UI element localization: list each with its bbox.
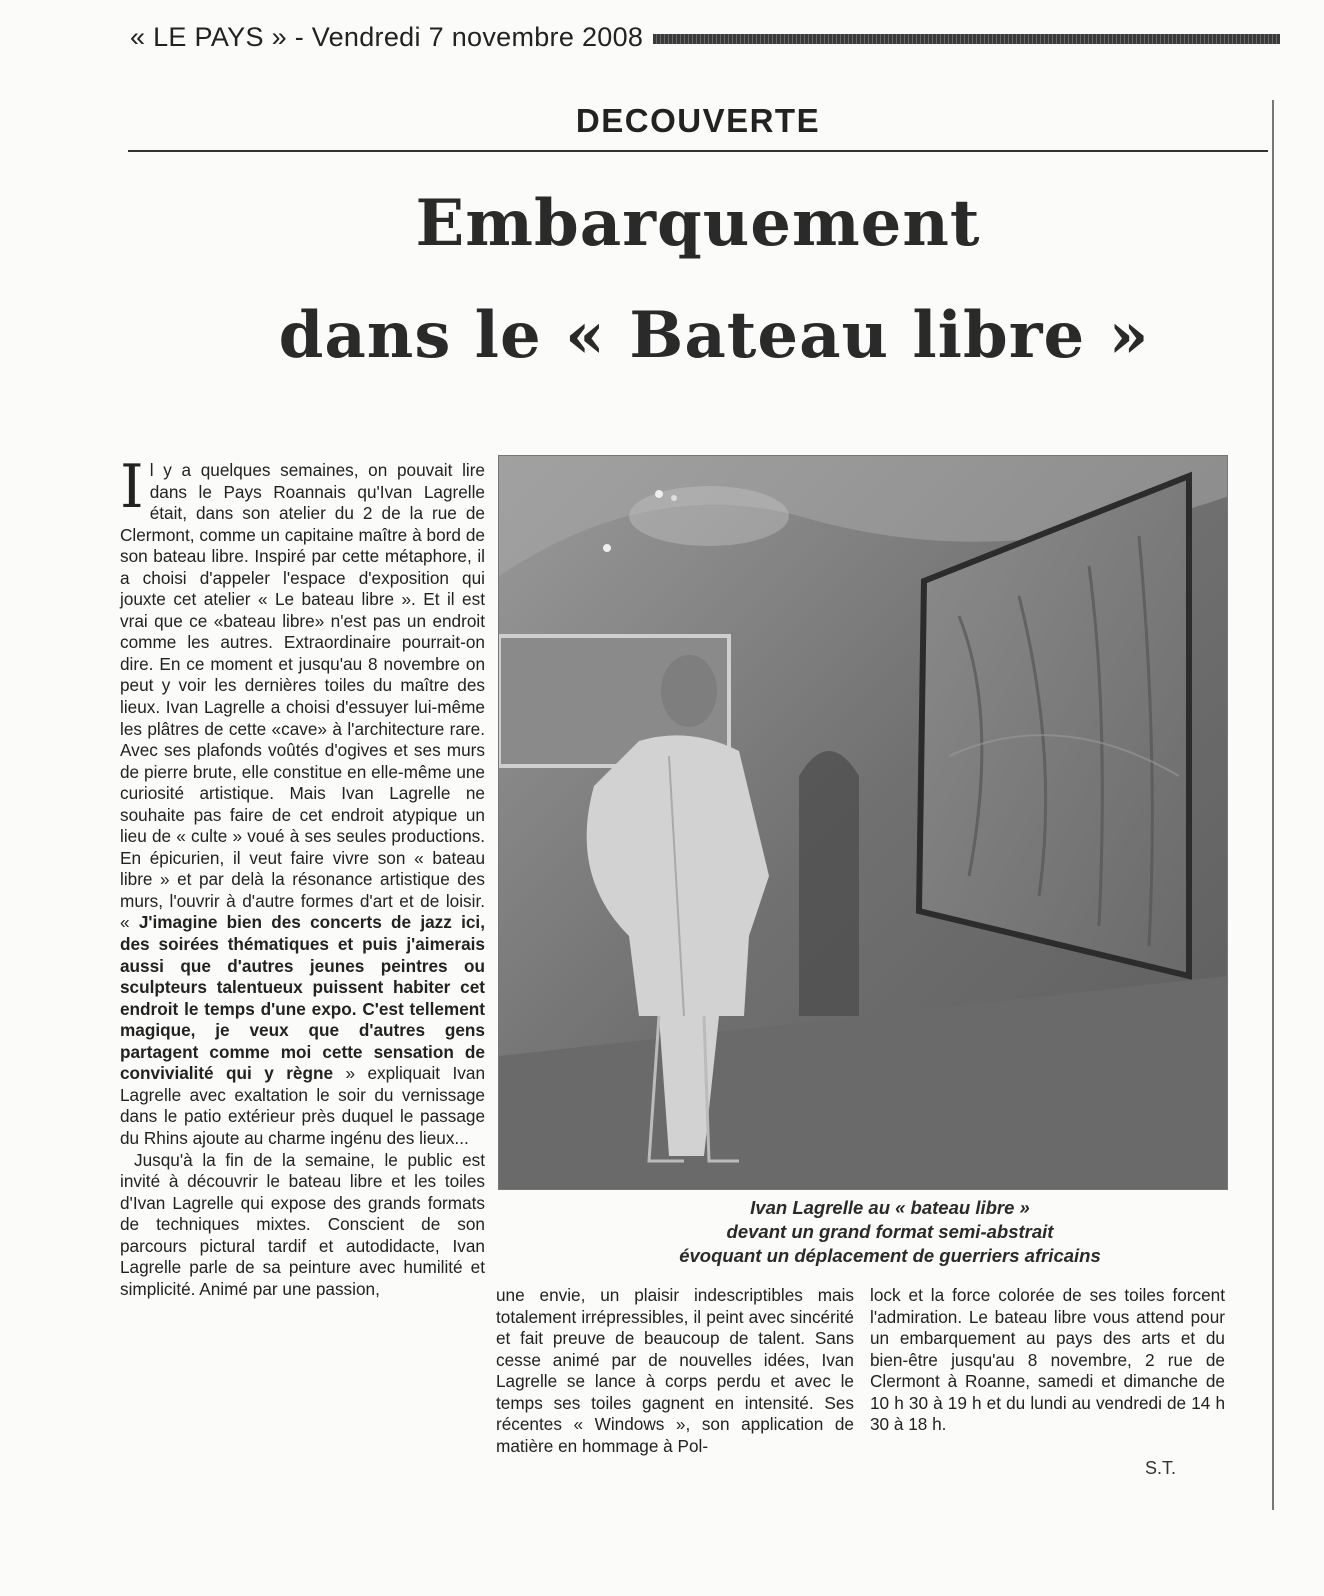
drop-cap: I bbox=[120, 452, 144, 522]
paragraph-1-end: » expliquait Ivan Lagrelle avec exaltation le soir du vernissage dans le patio extérieur près duquel le passage du Rhins ajoute au charme ingénu des lieux... bbox=[120, 1063, 485, 1148]
article-paragraph-2: Jusqu'à la fin de la semaine, le public est invité à découvrir le bateau libre et les toiles d'Ivan Lagrelle qui expose des grands formats de techniques mixtes. Conscient de son parcours pictural tardif et autodidacte, Ivan Lagrelle parle de sa peinture avec humilité et simplicité. Animé par une passion, bbox=[120, 1149, 485, 1299]
paragraph-1-text: l y a quelques semaines, on pouvait lire dans le Pays Roannais qu'Ivan Lagrelle était, dans son atelier du 2 de la rue de Clermont, comme un capitaine maître à bord de son bateau libre. Inspiré par cette métaphore, il a choisi d'appeler l'espace d'exposition qui jouxte cet atelier « Le bateau libre ». Et il est vrai que ce «bateau libre» n'est pas un endroit comme les autres. Extraordinaire pourrait-on dire. En ce moment et jusqu'au 8 novembre on peut y voir les dernières toiles du maître des lieux. Ivan Lagrelle a choisi d'essuyer lui-même les plâtres de cette «cave» à l'architecture rare. Avec ses plafonds voûtés d'ogives et ses murs de pierre brute, elle constitue en elle-même une curiosité artistique. Mais Ivan Lagrelle ne souhaite pas faire de cet endroit atypique un lieu de « culte » voué à ses seules productions. En épicurien, il veut faire vivre son « bateau libre » et par delà la résonance artistique des murs, l'ouvrir à d'autre formes d'art et de loisir. « bbox=[120, 460, 485, 933]
photo-illustration bbox=[499, 456, 1228, 1190]
article-column-3: lock et la force colorée de ses toiles forcent l'admiration. Le bateau libre vous attend pour un embarquement au pays des arts et du bien-être jusqu'au 8 novembre, 2 rue de Clermont à Roanne, samedi et dimanche de 10 h 30 à 19 h et du lundi au vendredi de 14 h 30 à 18 h. bbox=[870, 1285, 1225, 1434]
section-label: DECOUVERTE bbox=[575, 102, 821, 139]
newspaper-dateline: « LE PAYS » - Vendredi 7 novembre 2008 bbox=[130, 21, 644, 52]
artist-quote: J'imagine bien des concerts de jazz ici, des soirées thématiques et puis j'aimerais aussi que d'autres jeunes peintres ou sculpteurs talentueux puissent habiter cet endroit le temps d'une expo. C'est tellement magique, je veux que d'autres gens partagent comme moi cette sensation de convivialité qui y règne bbox=[120, 912, 485, 1084]
caption-line-3: évoquant un déplacement de guerriers africains bbox=[679, 1245, 1101, 1266]
column-rule bbox=[1272, 100, 1274, 1510]
article-column-2: une envie, un plaisir indescriptibles mais totalement irrépressibles, il peint avec sincérité et fait preuve de beaucoup de talent. Sans cesse animé par de nouvelles idées, Ivan Lagrelle se lance à corps perdu et avec le temps ses toiles gagnent en intensité. Ses récentes « Windows », son application de matière en hommage à Pol- bbox=[496, 1285, 854, 1456]
article-paragraph-1 bbox=[120, 452, 485, 1150]
newspaper-header bbox=[130, 20, 1280, 54]
article-column-1 bbox=[120, 452, 485, 1510]
photo-caption bbox=[600, 1196, 1180, 1268]
article-photo bbox=[498, 455, 1228, 1190]
headline-line-1: Embarquement bbox=[415, 186, 981, 261]
author-signature: S.T. bbox=[1145, 1458, 1177, 1478]
header-rule bbox=[653, 34, 1280, 44]
section-rubric bbox=[128, 102, 1268, 152]
headline-line-2: dans le « Bateau libre » bbox=[278, 298, 1150, 373]
caption-line-2: devant un grand format semi-abstrait bbox=[726, 1221, 1054, 1242]
caption-line-1: Ivan Lagrelle au « bateau libre » bbox=[750, 1197, 1030, 1218]
article-headline bbox=[128, 168, 1268, 392]
